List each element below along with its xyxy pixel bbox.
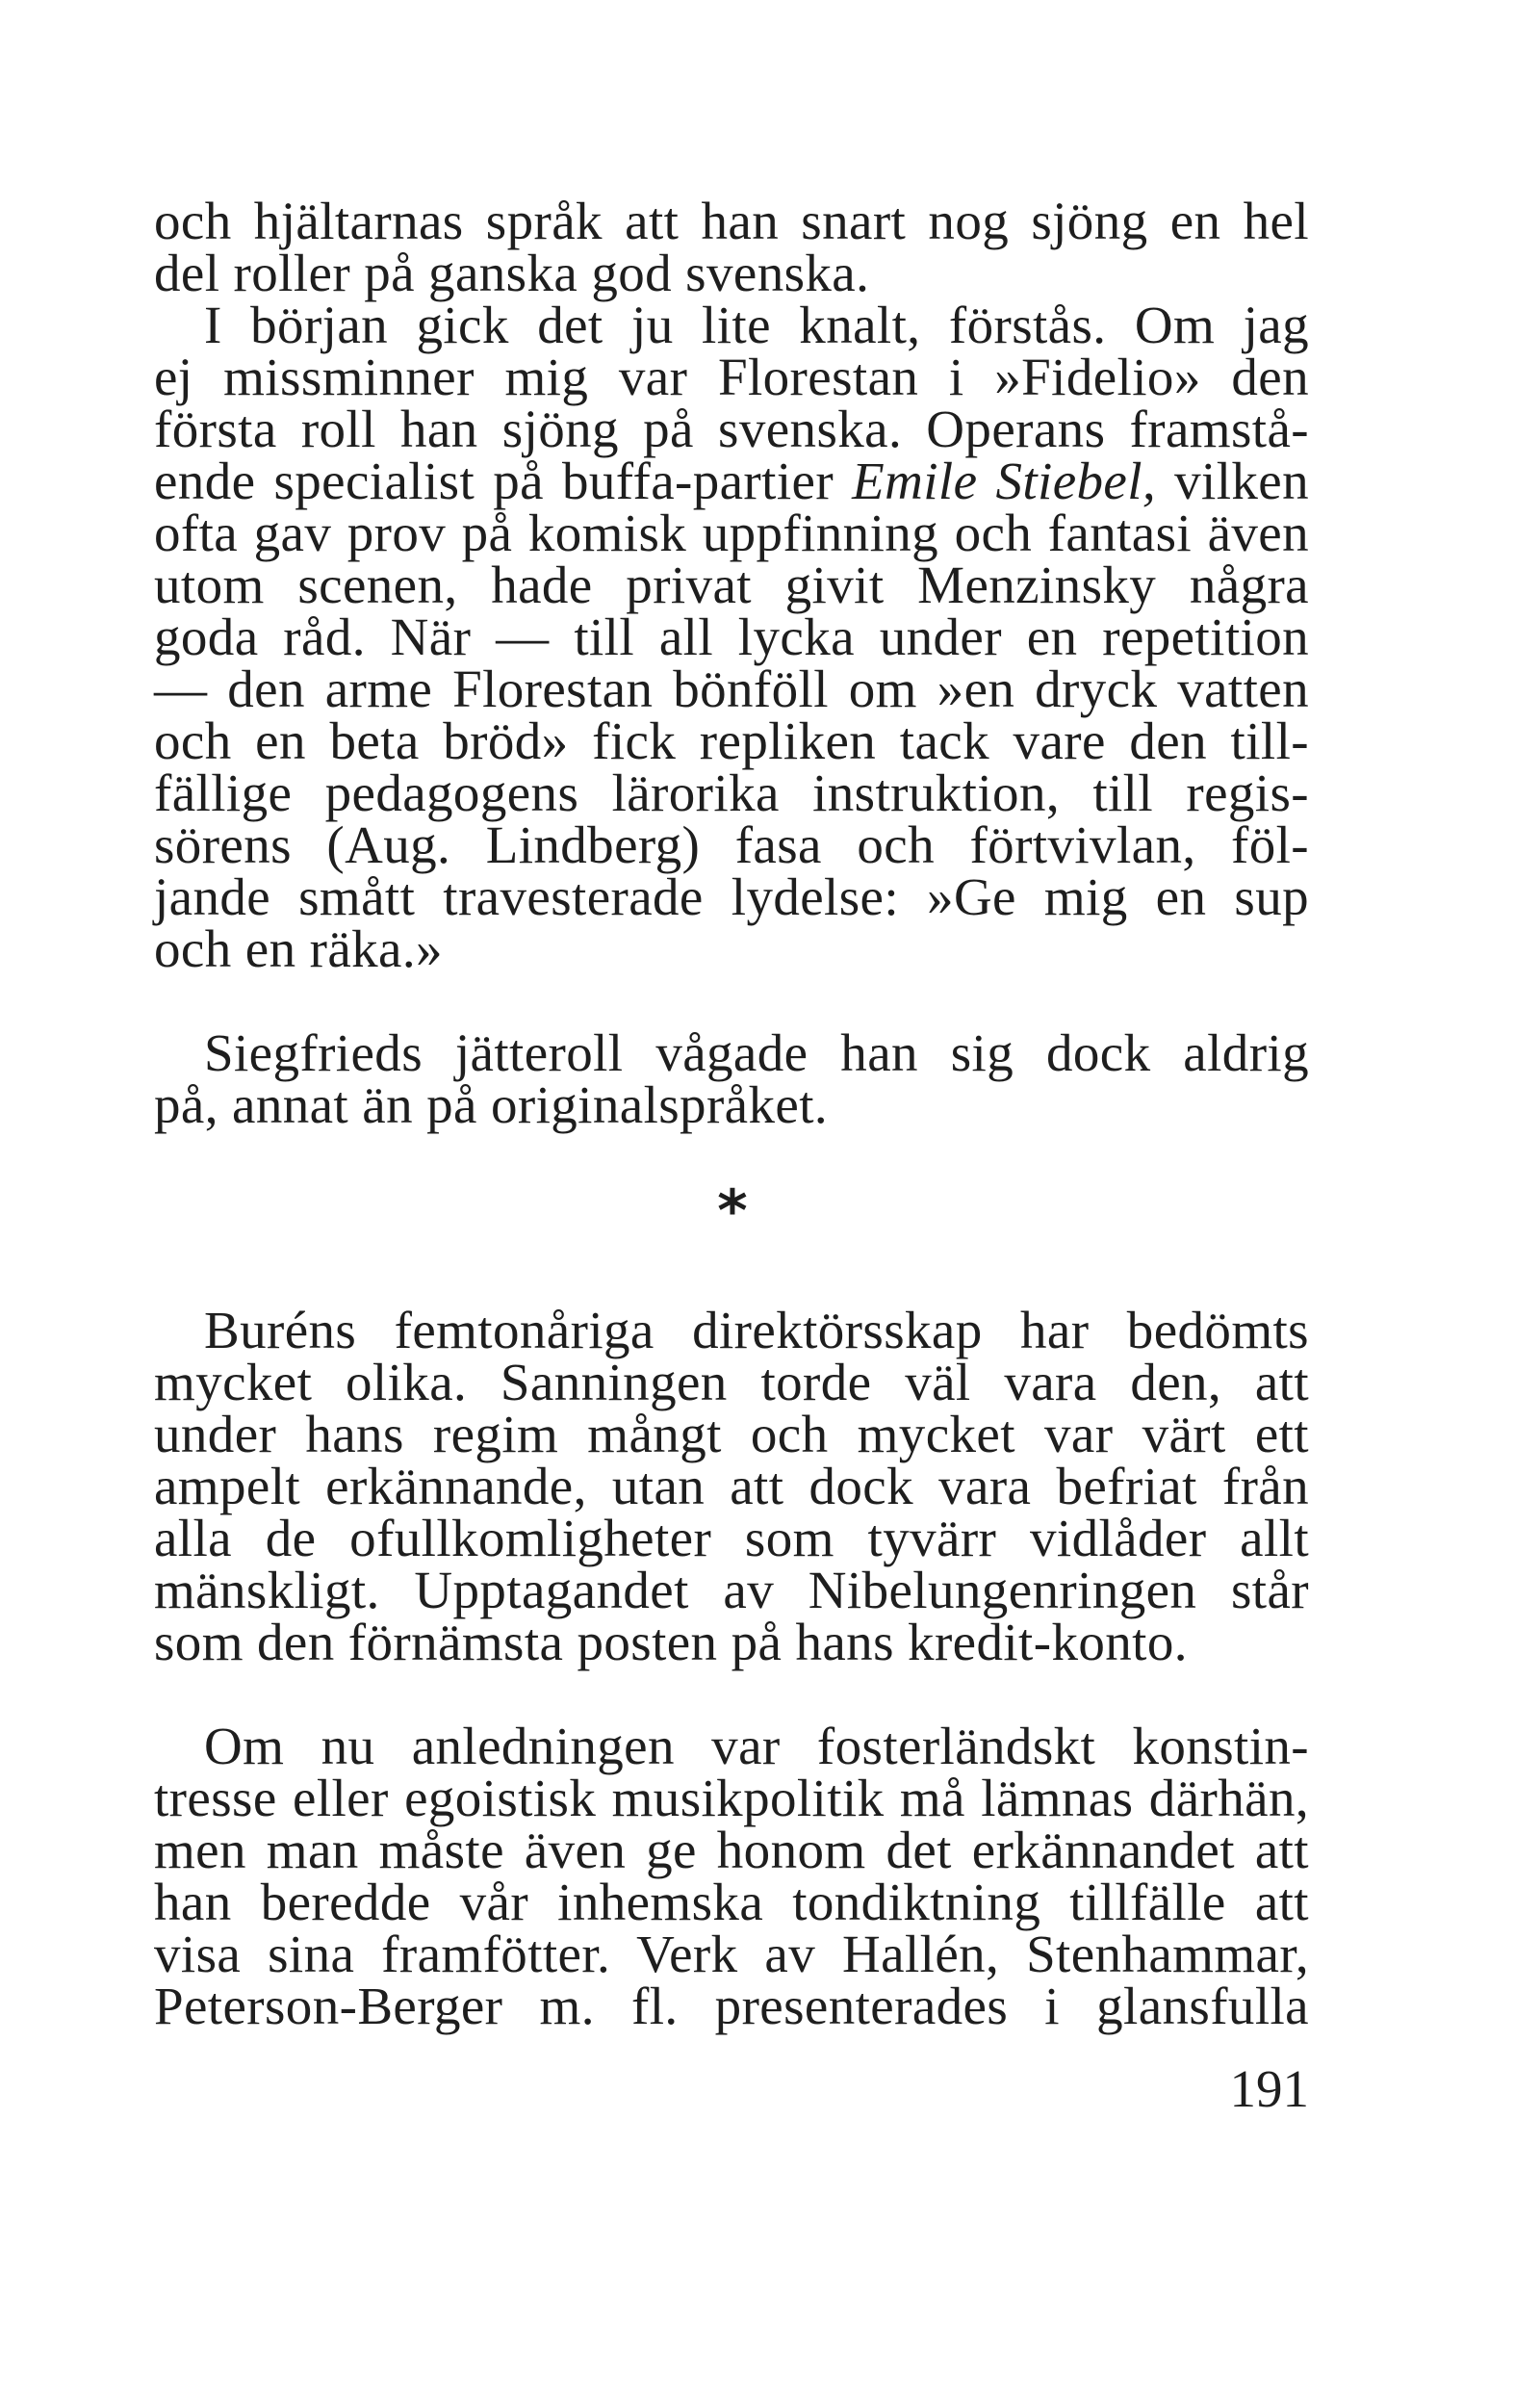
text-line: visa sina framfötter. Verk av Hallén, Stenhammar, xyxy=(154,1925,1309,1983)
text-line: I början gick det ju lite knalt, förstås. Om jag xyxy=(204,296,1309,354)
text-line: mycket olika. Sanningen torde väl vara den, att xyxy=(154,1353,1309,1411)
text-line: under hans regim mångt och mycket var värt ett xyxy=(154,1405,1309,1463)
text-line: utom scenen, hade privat givit Menzinsky några xyxy=(154,556,1309,614)
text-line: Peterson-Berger m. fl. presenterades i glansfulla xyxy=(154,1977,1309,2035)
text-line: ofta gav prov på komisk uppfinning och fantasi även xyxy=(154,504,1309,562)
page-number: 191 xyxy=(1229,2059,1309,2118)
text-line: del roller på ganska god svenska. xyxy=(154,244,870,302)
text-line: sörens (Aug. Lindberg) fasa och förtvivlan, föl- xyxy=(154,815,1309,874)
text-line: som den förnämsta posten på hans kredit-konto. xyxy=(154,1613,1188,1671)
text-line: ampelt erkännande, utan att dock vara befriat från xyxy=(154,1457,1309,1515)
text-line: — den arme Florestan bönföll om »en dryck vatten xyxy=(154,659,1309,718)
text-line xyxy=(154,452,1309,510)
text-line: på, annat än på originalspråket. xyxy=(154,1075,829,1134)
text-line: Buréns femtonåriga direktörsskap har bedömts xyxy=(204,1301,1309,1359)
text-line: tresse eller egoistisk musikpolitik må lämnas därhän, xyxy=(154,1769,1309,1827)
text-line: och hjältarnas språk att han snart nog sjöng en hel xyxy=(154,192,1309,250)
text-line: jande smått travesterade lydelse: »Ge mig en sup xyxy=(154,867,1309,926)
text-line: och en räka.» xyxy=(154,919,443,978)
section-separator: * xyxy=(717,1177,748,1245)
text-line: alla de ofullkomligheter som tyvärr vidlåder allt xyxy=(154,1509,1309,1567)
text-line: goda råd. När — till all lycka under en repetition xyxy=(154,607,1309,666)
text-line: och en beta bröd» fick repliken tack vare den till- xyxy=(154,711,1309,770)
text-line: men man måste även ge honom det erkännandet att xyxy=(154,1821,1309,1879)
text-line: mänskligt. Upptagandet av Nibelungenringen står xyxy=(154,1561,1309,1619)
text-line: första roll han sjöng på svenska. Operans framstå- xyxy=(154,400,1309,458)
text-run: vilken xyxy=(1156,452,1310,510)
text-line: Siegfrieds jätteroll vågade han sig dock aldrig xyxy=(204,1023,1309,1082)
text-line: Om nu anledningen var fosterländskt konstin- xyxy=(204,1717,1309,1775)
text-line: ej missminner mig var Florestan i »Fidelio» den xyxy=(154,348,1309,406)
italic-name: Emile Stiebel, xyxy=(852,452,1157,510)
text-line: han beredde vår inhemska tondiktning tillfälle att xyxy=(154,1873,1309,1931)
text-line: fällige pedagogens lärorika instruktion, till regis- xyxy=(154,763,1309,822)
text-run: ende specialist på buffa-partier xyxy=(154,452,853,510)
